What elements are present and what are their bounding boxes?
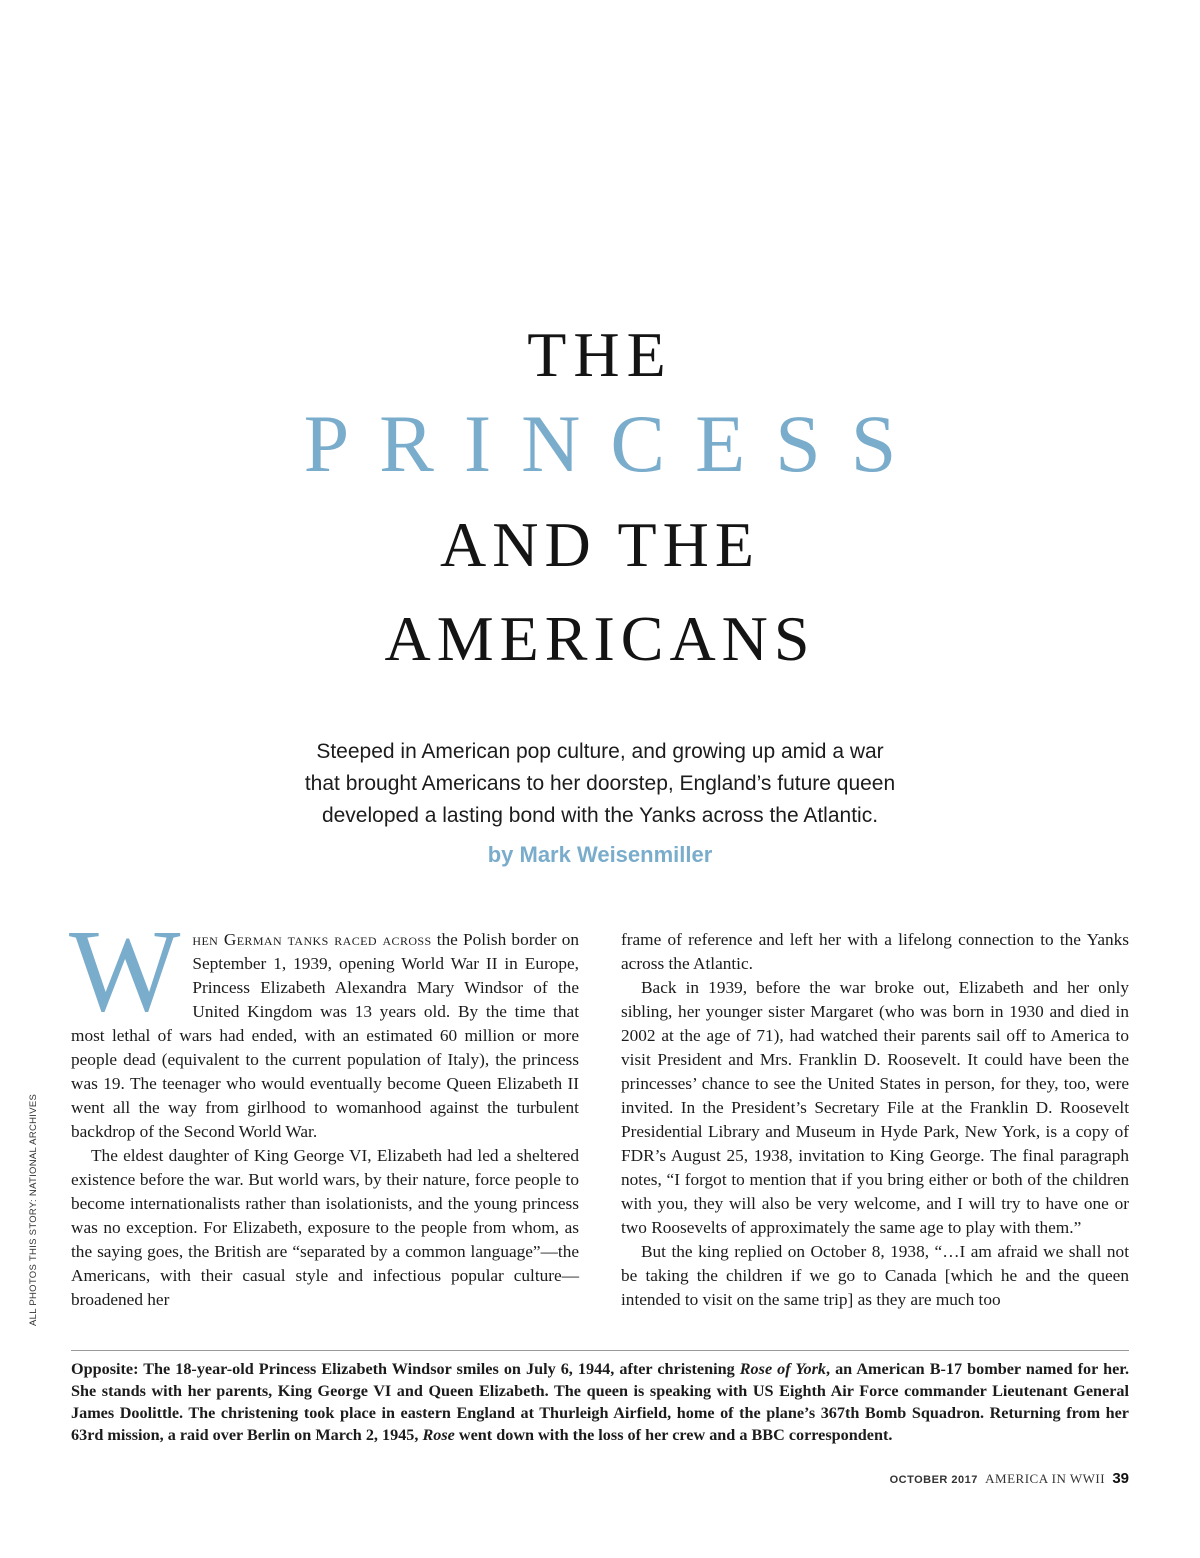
photo-caption: [71, 1358, 1129, 1446]
headline-line-2: PRINCESS: [303, 398, 927, 489]
page-number: 39: [1112, 1470, 1129, 1487]
page-footer: [890, 1470, 1129, 1487]
caption-italic-2: Rose: [422, 1426, 455, 1444]
body-column-left: [69, 905, 579, 1312]
issue-date: OCTOBER 2017: [889, 1474, 978, 1486]
headline-line-3: AND THE: [440, 509, 760, 580]
magazine-name: AMERICA IN WWII: [985, 1471, 1106, 1486]
caption-divider: [71, 1350, 1129, 1351]
body-paragraph-3: Back in 1939, before the war broke out, Elizabeth and her only sibling, her younger sister Margaret (who was born in 1930 and died in 2002 at the age of 71), had watched their parents sail off to America to visit President and Mrs. Franklin D. Roosevelt. It could have been the princesses’ chance to see the United States in person, for they, too, were invited. In the President’s Secretary File at the Franklin D. Roosevelt Presidential Library and Museum in Hyde Park, New York, is a copy of FDR’s August 25, 1938, invitation to King George. The final paragraph notes, “I forgot to mention that if you bring either or both of the children with you, they will also be very welcome, and I will try to have one or two Roosevelts of approximately the same age to play with them.”: [621, 978, 1129, 1237]
body-column-right: [621, 928, 1129, 1312]
lead-in-smallcaps: hen German tanks raced across: [192, 930, 432, 949]
dek-line-3: developed a lasting bond with the Yanks across the Atlantic.: [321, 804, 879, 827]
headline-line-4: AMERICANS: [384, 603, 816, 674]
caption-text-3: went down with the loss of her crew and a BBC correspondent.: [454, 1426, 893, 1444]
paragraph-1-text: the Polish border on September 1, 1939, opening World War II in Europe, Princess Elizabeth Alexandra Mary Windsor of the United Kingdom was 13 years old. By the time that most lethal of wars had ended, with an estimated 60 million or more people dead (equivalent to the current population of Italy), the princess was 19. The teenager who would eventually become Queen Elizabeth II went all the way from girlhood to womanhood against the turbulent backdrop of the Second World War.: [71, 930, 579, 1141]
body-paragraph-2: The eldest daughter of King George VI, Elizabeth had led a sheltered existence before the war. But world wars, by their nature, force people to become internationalists rather than isolationists, and the young princess was no exception. For Elizabeth, exposure to the people from whom, as the saying goes, the British are “separated by a common language”—the Americans, with their casual style and infectious popular culture—broadened her: [71, 1146, 579, 1309]
body-paragraph-1: [69, 905, 579, 1144]
byline: by Mark Weisenmiller: [487, 842, 713, 867]
body-paragraph-4: But the king replied on October 8, 1938, “…I am afraid we shall not be taking the children if we go to Canada [which he and the queen intended to visit on the same trip] as they are much too: [621, 1242, 1129, 1309]
caption-text-2: , an American B-17 bomber named for her. She stands with her parents, King George VI and Queen Elizabeth. The queen is speaking with US Eighth Air Force commander Lieutenant General James Doolittle. The christening took place in eastern England at Thurleigh Airfield, home of the plane’s 367th Bomb Squadron. Returning from her 63rd mission, a raid over Berlin on March 2, 1945,: [71, 1360, 1130, 1444]
dek: [220, 736, 980, 832]
photo-credit: ALL PHOTOS THIS STORY: NATIONAL ARCHIVES: [28, 1093, 39, 1326]
caption-text-1: Opposite: The 18-year-old Princess Elizabeth Windsor smiles on July 6, 1944, after christening: [71, 1360, 740, 1378]
dek-line-2: that brought Americans to her doorstep, England’s future queen: [304, 772, 896, 795]
headline-line-1: THE: [527, 319, 673, 390]
drop-cap: W: [69, 905, 181, 1036]
caption-italic-1: Rose of York: [739, 1360, 826, 1378]
body-paragraph-continued: frame of reference and left her with a lifelong connection to the Yanks across the Atlantic.: [621, 930, 1129, 973]
dek-line-1: Steeped in American pop culture, and growing up amid a war: [316, 740, 884, 763]
